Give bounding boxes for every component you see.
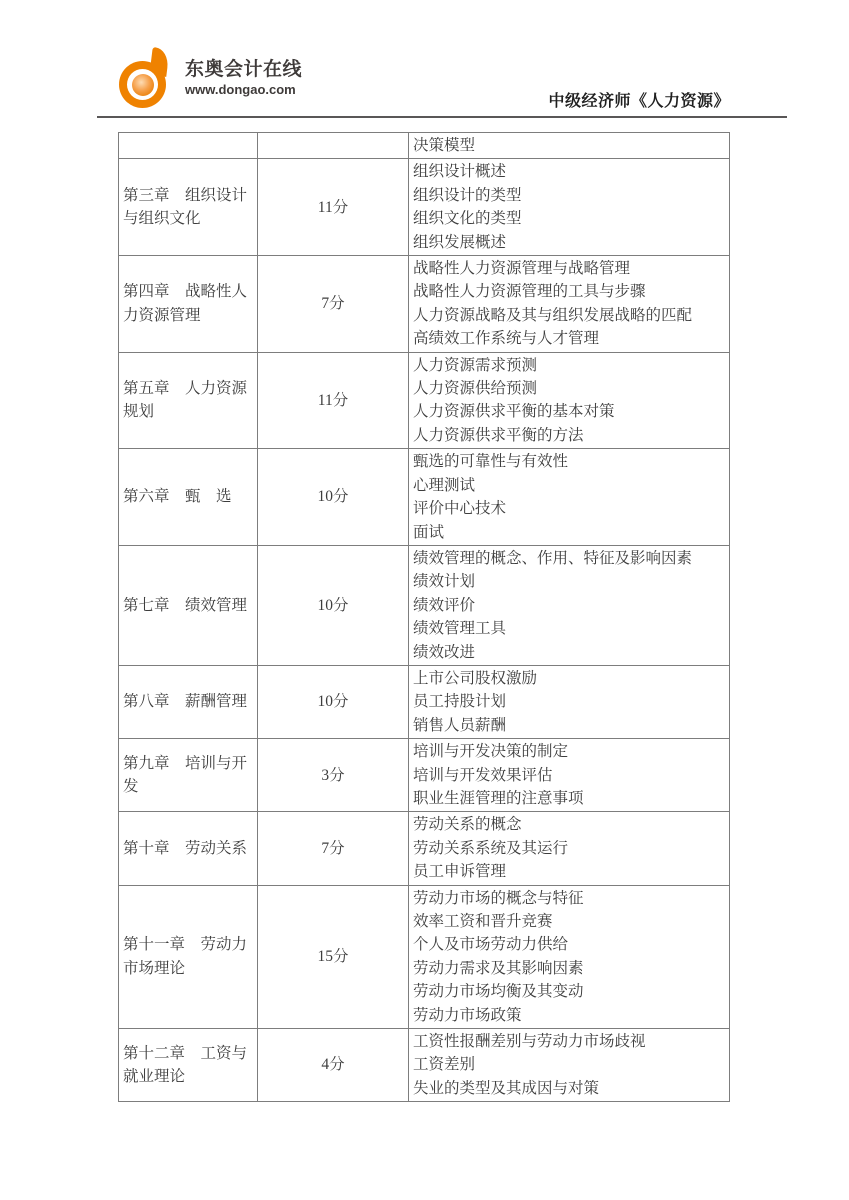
topic-line: 劳动关系系统及其运行 (413, 839, 569, 857)
topic-line: 人力资源战略及其与组织发展战略的匹配 (413, 306, 693, 324)
topic-line: 工资差别 (413, 1056, 476, 1074)
chapter-cell: 第七章 绩效管理 (119, 545, 258, 665)
topic-line: 销售人员薪酬 (413, 716, 507, 734)
topics-cell (409, 352, 730, 449)
header-divider (97, 116, 787, 118)
topics-cell (409, 159, 730, 256)
topic-line: 评价中心技术 (413, 500, 507, 518)
table-row (119, 256, 730, 353)
brand-url: www.dongao.com (185, 82, 296, 97)
table-row (119, 133, 730, 159)
brand-name: 东奥会计在线 (185, 59, 303, 80)
topic-line: 员工申诉管理 (413, 863, 507, 881)
topic-line: 培训与开发决策的制定 (413, 743, 569, 761)
logo-text-block (185, 48, 302, 98)
score-cell: 7分 (258, 812, 409, 885)
table-row (119, 812, 730, 885)
topic-line: 组织设计概述 (413, 163, 507, 181)
topic-line: 人力资源供给预测 (413, 380, 538, 398)
table-body (119, 133, 730, 1102)
topic-line: 效率工资和晋升竞赛 (413, 913, 553, 930)
topic-line: 绩效管理工具 (413, 620, 507, 638)
topics-cell (409, 1029, 730, 1102)
dongao-logo (118, 48, 302, 108)
chapter-score-table (118, 132, 730, 1102)
topics-cell (409, 449, 730, 546)
topics-cell (409, 545, 730, 665)
table-row (119, 665, 730, 738)
table-row (119, 1029, 730, 1102)
topic-line: 人力资源供求平衡的方法 (413, 426, 584, 444)
topic-line: 人力资源供求平衡的基本对策 (413, 403, 615, 421)
topic-line: 职业生涯管理的注意事项 (413, 789, 584, 807)
topic-line: 心理测试 (413, 476, 476, 494)
topic-line: 甄选的可靠性与有效性 (413, 453, 569, 471)
topic-line: 绩效计划 (413, 573, 476, 591)
topic-line: 战略性人力资源管理的工具与步骤 (413, 283, 646, 301)
topic-line: 工资性报酬差别与劳动力市场歧视 (413, 1033, 646, 1051)
chapter-cell: 第十二章 工资与就业理论 (119, 1029, 258, 1102)
table-row (119, 449, 730, 546)
score-cell: 4分 (258, 1029, 409, 1102)
topics-cell (409, 133, 730, 159)
topic-line: 战略性人力资源管理与战略管理 (413, 260, 631, 278)
topic-line: 员工持股计划 (413, 693, 507, 711)
topic-line: 组织文化的类型 (413, 210, 522, 228)
topic-line: 组织设计的类型 (413, 186, 522, 204)
score-cell: 15分 (258, 885, 409, 1028)
topics-cell (409, 739, 730, 812)
score-cell: 10分 (258, 545, 409, 665)
topic-line: 人力资源需求预测 (413, 356, 538, 374)
dongao-d-icon (118, 48, 176, 108)
chapter-cell: 第十一章 劳动力市场理论 (119, 885, 258, 1028)
score-cell: 7分 (258, 256, 409, 353)
topic-line: 上市公司股权激励 (413, 669, 538, 687)
chapter-cell (119, 133, 258, 159)
topic-line: 决策模型 (413, 137, 476, 154)
chapter-cell: 第八章 薪酬管理 (119, 665, 258, 738)
chapter-cell: 第十章 劳动关系 (119, 812, 258, 885)
topic-line: 劳动力需求及其影响因素 (413, 959, 584, 977)
topics-cell (409, 885, 730, 1028)
topic-line: 组织发展概述 (413, 233, 507, 251)
table-row (119, 739, 730, 812)
logo-ball-shape (132, 74, 154, 96)
score-cell: 10分 (258, 449, 409, 546)
chapter-cell: 第三章 组织设计与组织文化 (119, 159, 258, 256)
score-cell: 3分 (258, 739, 409, 812)
score-cell: 11分 (258, 159, 409, 256)
topic-line: 劳动力市场均衡及其变动 (413, 983, 584, 1001)
chapter-cell: 第四章 战略性人力资源管理 (119, 256, 258, 353)
topic-line: 高绩效工作系统与人才管理 (413, 330, 600, 348)
topic-line: 劳动力市场政策 (413, 1006, 522, 1024)
score-cell (258, 133, 409, 159)
topic-line: 劳动力市场的概念与特征 (413, 889, 584, 907)
table-row (119, 352, 730, 449)
chapter-cell: 第六章 甄 选 (119, 449, 258, 546)
chapter-cell: 第九章 培训与开发 (119, 739, 258, 812)
topics-cell (409, 812, 730, 885)
logo-ring-shape (127, 69, 158, 100)
topic-line: 绩效管理的概念、作用、特征及影响因素 (413, 549, 693, 567)
logo-circle-shape (119, 61, 166, 108)
table-row (119, 545, 730, 665)
topic-line: 培训与开发效果评估 (413, 766, 553, 784)
chapter-cell: 第五章 人力资源规划 (119, 352, 258, 449)
topic-line: 劳动关系的概念 (413, 816, 522, 834)
topic-line: 绩效改进 (413, 643, 476, 661)
topic-line: 面试 (413, 523, 445, 541)
score-cell: 11分 (258, 352, 409, 449)
topics-cell (409, 665, 730, 738)
score-cell: 10分 (258, 665, 409, 738)
topic-line: 失业的类型及其成因与对策 (413, 1079, 600, 1097)
topic-line: 个人及市场劳动力供给 (413, 936, 569, 954)
table-row (119, 159, 730, 256)
document-title: 中级经济师《人力资源》 (548, 93, 730, 110)
topics-cell (409, 256, 730, 353)
topic-line: 绩效评价 (413, 596, 476, 614)
table-row (119, 885, 730, 1028)
